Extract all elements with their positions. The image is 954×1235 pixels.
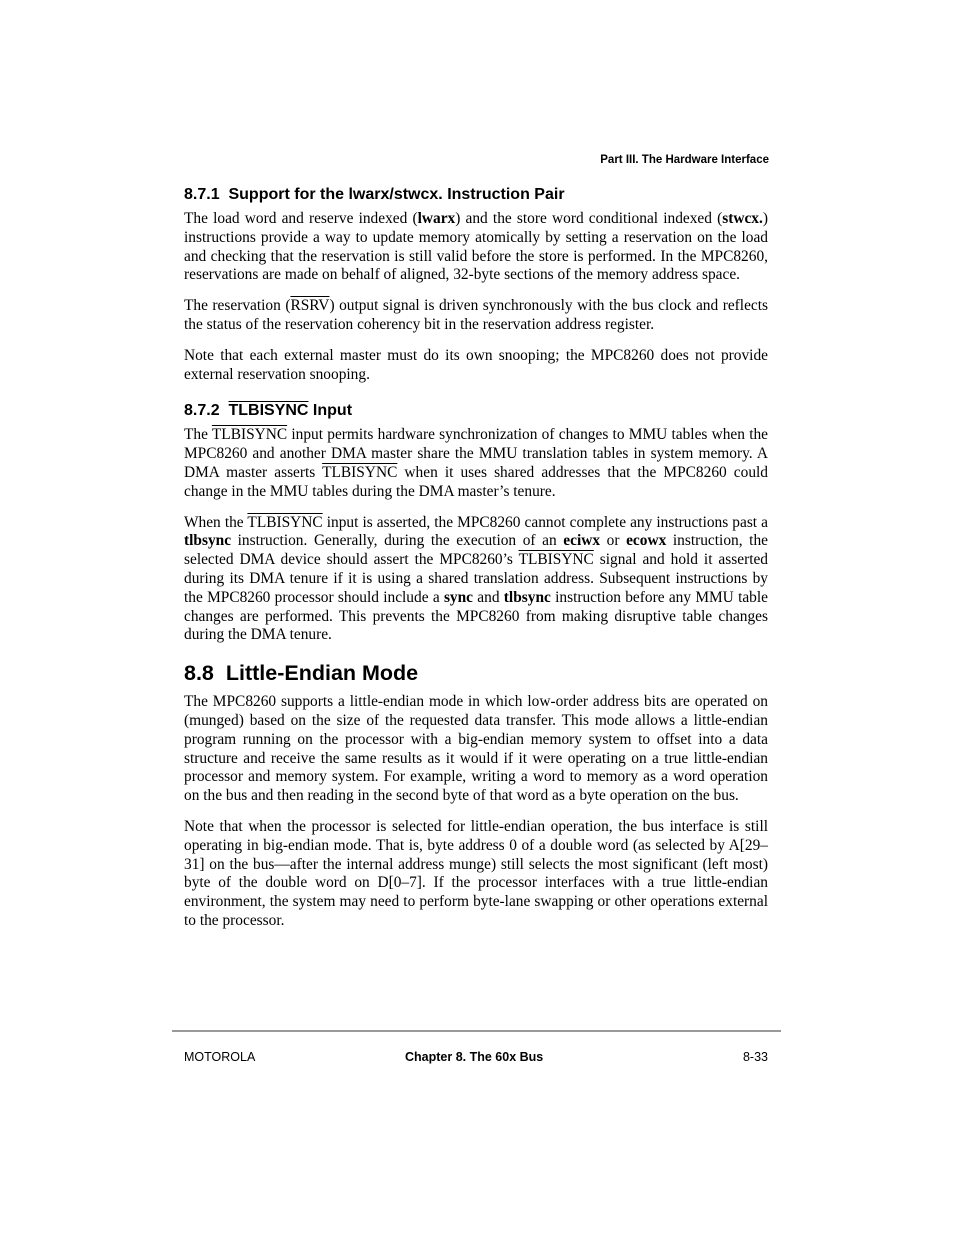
signal-name: RSRV <box>290 297 330 315</box>
section-heading-8-7-1 <box>184 184 768 206</box>
instruction-name: sync <box>443 588 474 606</box>
instruction-name: eciwx <box>563 532 601 550</box>
section-heading-8-8 <box>184 659 768 687</box>
instruction-name: tlbsync <box>503 588 551 606</box>
running-head: Part III. The Hardware Interface <box>600 154 769 166</box>
instruction-name: stwcx. <box>722 210 763 227</box>
section-number: 8.7.1 <box>184 186 220 203</box>
section-title: Input <box>308 402 353 420</box>
text-run: when it uses shared addresses that the MPC8260 could change in the MMU tables during the DMA master’s tenure. <box>184 463 768 500</box>
section-title: Support for the lwarx/stwcx. Instruction Pair <box>228 186 565 203</box>
instruction-name: ecowx <box>626 532 667 550</box>
text-run: instruction. Generally, during the execution of an <box>231 532 564 550</box>
footer-page-number: 8-33 <box>742 1050 768 1064</box>
text-run: and <box>473 588 504 606</box>
paragraph <box>184 426 768 501</box>
text-run: When the <box>184 513 248 531</box>
signal-name: TLBISYNC <box>247 513 323 531</box>
signal-name: TLBISYNC <box>228 402 309 420</box>
section-title: Little-Endian Mode <box>225 661 419 686</box>
instruction-name: tlbsync <box>184 532 232 550</box>
paragraph: The MPC8260 supports a little-endian mode in which low-order address bits are operated on (munged) based on the size of the requested data transfer. This mode allows a little-endian program running on the processor with a big-endian memory system to offset into a data structure and receive the same results as it would if it were operating on a true little-endian processor and memory system. For example, writing a word to memory as a word operation on the bus and then reading in the second byte of that word as a byte operation on the bus. <box>184 693 768 805</box>
signal-name: TLBISYNC <box>211 426 288 444</box>
text-run: signal and hold it asserted during its DMA tenure if it is using a shared translation address. Subsequent instructions by the MPC8260 processor should include a <box>184 551 768 606</box>
section-number: 8.7.2 <box>184 402 220 420</box>
footer-publisher: MOTOROLA <box>184 1050 256 1064</box>
text-run: The reservation ( <box>184 297 291 315</box>
text-run: instruction, the selected DMA device should assert the MPC8260’s <box>184 532 768 569</box>
paragraph: Note that when the processor is selected for little-endian operation, the bus interface is still operating in big-endian mode. That is, byte address 0 of a double word (as selected by A[29–31] on the bus—after the internal address munge) still selects the most significant (left most) byte of the double word on D[0–7]. If the processor interfaces with a true little-endian environment, the system may need to perform byte-lane swapping or other operations external to the processor. <box>184 817 768 929</box>
footer-chapter: Chapter 8. The 60x Bus <box>405 1050 544 1064</box>
text-run: The <box>184 426 212 444</box>
paragraph <box>184 210 768 285</box>
section-number: 8.8 <box>184 661 214 686</box>
page-content <box>184 184 768 943</box>
text-run: ) output signal is driven synchronously with the bus clock and reflects the status of the reservation coherency bit in the reservation address register. <box>184 297 768 333</box>
text-run: input is asserted, the MPC8260 cannot complete any instructions past a <box>322 513 768 531</box>
paragraph: Note that each external master must do its own snooping; the MPC8260 does not provide external reservation snooping. <box>184 346 768 383</box>
instruction-name: lwarx <box>417 210 456 227</box>
signal-name: TLBISYNC <box>518 551 594 569</box>
text-run: ) and the store word conditional indexed ( <box>455 210 723 227</box>
text-run: input permits hardware synchronization of changes to MMU tables when the MPC8260 and another DMA master share the MMU translation tables in system memory. A DMA master asserts <box>184 426 768 481</box>
text-run: or <box>600 532 627 550</box>
paragraph <box>184 514 768 646</box>
footer-rule <box>172 1030 781 1032</box>
text-run: instruction before any MMU table changes are performed. This prevents the MPC8260 from making disruptive table changes during the DMA tenure. <box>184 588 768 644</box>
text-run: The load word and reserve indexed ( <box>184 210 418 227</box>
section-heading-8-7-2 <box>184 400 768 422</box>
text-run: ) instructions provide a way to update memory atomically by setting a reservation on the load and checking that the reservation is still valid before the store is performed. In the MPC8260, reservations are made on behalf of aligned, 32-byte sections of the memory address space. <box>184 210 768 284</box>
signal-name: TLBISYNC <box>322 463 398 481</box>
paragraph <box>184 297 768 335</box>
